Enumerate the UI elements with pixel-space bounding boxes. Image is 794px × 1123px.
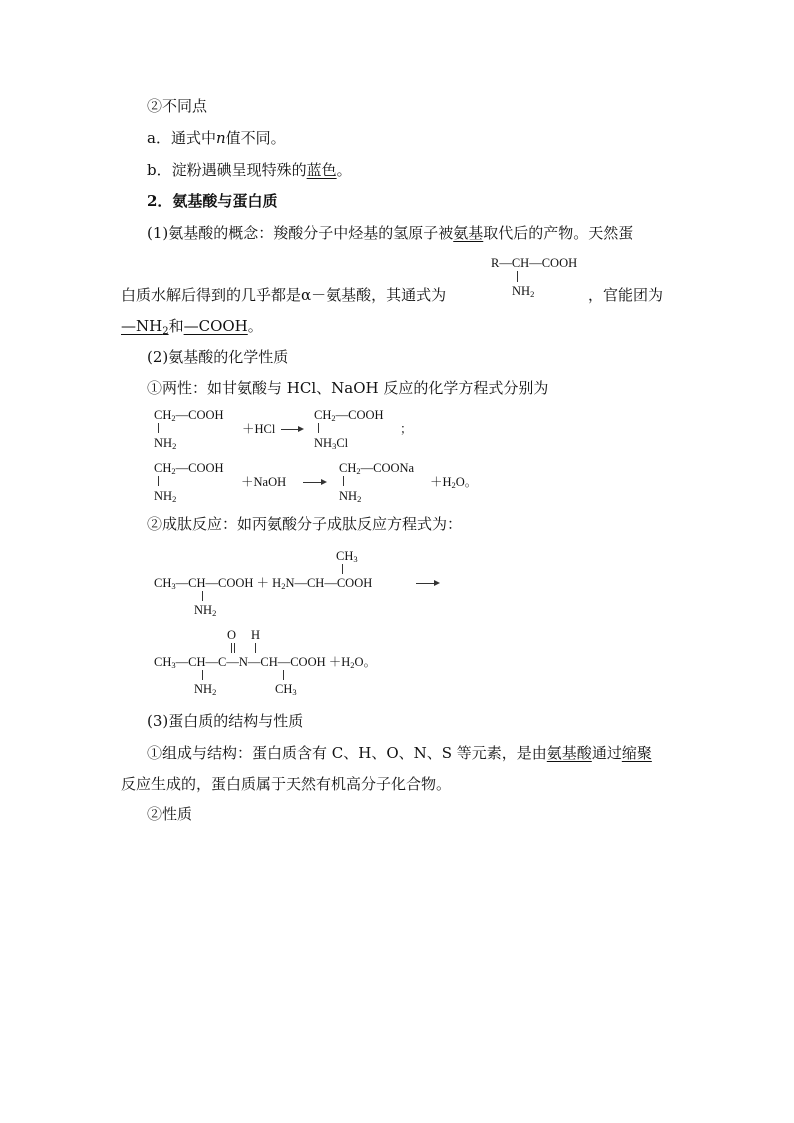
line-chemical-properties: (2)氨基酸的化学性质 <box>147 348 289 366</box>
reactant-bottom <box>154 489 176 506</box>
line-properties: ②性质 <box>147 805 193 823</box>
reaction-arrow <box>416 583 438 584</box>
line-composition <box>147 743 652 763</box>
subscript: 2 <box>171 413 176 423</box>
text-segment: ①组成与结构：蛋白质含有 C、H、O、N、S 等元素，是由 <box>147 744 547 762</box>
bond-line <box>343 476 344 486</box>
subscript: 2 <box>451 480 456 490</box>
answer-cooh: —COOH <box>183 317 248 335</box>
text-segment: NH <box>314 436 333 450</box>
line-alpha-amino-acid: 白质水解后得到的几乎都是α－氨基酸，其通式为 <box>121 286 447 304</box>
formula-amino-group <box>512 284 534 301</box>
bond-line <box>517 271 518 282</box>
line-functional-groups <box>121 316 263 342</box>
line-polymer: 反应生成的，蛋白质属于天然有机高分子化合物。 <box>121 775 452 793</box>
text-segment: —NH <box>121 317 163 335</box>
double-bond-line <box>234 643 235 653</box>
subscript: 2 <box>162 326 169 337</box>
product-top <box>314 408 384 425</box>
text-segment: ＋H <box>430 475 452 489</box>
text-segment: CH <box>339 461 357 475</box>
text-segment: 通过 <box>591 744 622 762</box>
subscript: 3 <box>292 687 297 697</box>
subscript: 2 <box>212 687 217 697</box>
amino-group <box>194 682 216 699</box>
text-segment: CH <box>154 576 172 590</box>
answer-blue: 蓝色 <box>306 161 337 179</box>
text-segment: O。 <box>354 655 377 669</box>
text-segment: O。 <box>455 475 478 489</box>
reaction-arrow <box>303 482 325 483</box>
subscript: 2 <box>350 660 355 670</box>
bond-line <box>342 564 343 574</box>
reactant-bottom <box>154 436 176 453</box>
bond-line <box>158 476 159 486</box>
line-peptide-reaction: ②成肽反应：如丙氨酸分子成肽反应方程式为： <box>147 515 463 533</box>
text-segment: CH <box>154 408 172 422</box>
text-segment: 和 <box>168 317 184 335</box>
formula-main-chain: R—CH—COOH <box>491 256 578 270</box>
text-segment: 。 <box>336 161 352 179</box>
subscript: 2 <box>171 466 176 476</box>
semicolon: ； <box>400 422 413 436</box>
product-bottom <box>339 489 361 506</box>
subscript: 2 <box>356 466 361 476</box>
answer-nh2 <box>121 317 169 335</box>
text-segment: —CH—C—N—CH—COOH ＋H <box>175 655 351 669</box>
product-top <box>339 461 414 478</box>
line-amino-acid-concept <box>147 223 633 243</box>
subscript: 2 <box>281 581 286 591</box>
carbonyl-oxygen: O <box>227 628 237 642</box>
variable-n: n <box>215 129 226 147</box>
text-segment: b．淀粉遇碘呈现特殊的 <box>147 161 307 179</box>
line-general-formula-n <box>147 128 286 148</box>
subscript: 3 <box>353 554 358 564</box>
text-segment: —COOH <box>335 408 384 422</box>
answer-condensation: 缩聚 <box>621 744 652 762</box>
subscript: 2 <box>331 413 336 423</box>
product-bottom <box>314 436 348 453</box>
text-segment: (1)氨基酸的概念：羧酸分子中烃基的氢原子被 <box>147 224 454 242</box>
subscript: 2 <box>530 289 535 299</box>
text-segment: CH <box>275 682 293 696</box>
text-segment: CH <box>336 549 354 563</box>
section-heading-amino-acid-protein: 2．氨基酸与蛋白质 <box>147 192 278 210</box>
subscript: 2 <box>172 494 177 504</box>
text-segment: N—CH—COOH <box>285 576 373 590</box>
text-segment: NH <box>339 489 358 503</box>
text-segment: NH <box>194 682 213 696</box>
text-segment: 值不同。 <box>225 129 286 147</box>
text-segment: NH <box>512 284 531 298</box>
line-starch-iodine <box>147 160 352 180</box>
product-water <box>430 475 477 492</box>
answer-amino-group: 氨基 <box>453 224 484 242</box>
dipeptide-chain <box>154 655 376 672</box>
text-segment: NH <box>154 436 173 450</box>
double-bond-line <box>231 643 232 653</box>
text-segment: CH <box>154 461 172 475</box>
amino-group <box>194 603 216 620</box>
text-segment: Cl <box>336 436 349 450</box>
text-segment: NH <box>194 603 213 617</box>
answer-amino-acid: 氨基酸 <box>546 744 592 762</box>
reactant-chain <box>154 576 372 593</box>
text-segment: CH <box>154 655 172 669</box>
text-segment: CH <box>314 408 332 422</box>
reaction-arrow <box>281 429 302 430</box>
text-segment: —CH—COOH ＋ H <box>175 576 282 590</box>
subscript: 3 <box>332 441 337 451</box>
text-segment: —COOH <box>175 461 224 475</box>
text-segment: NH <box>154 489 173 503</box>
methyl-top <box>336 549 358 566</box>
subscript: 3 <box>171 581 176 591</box>
line-protein-structure: (3)蛋白质的结构与性质 <box>147 712 304 730</box>
reagent-hcl: ＋HCl <box>242 422 276 436</box>
text-segment: 取代后的产物。天然蛋 <box>483 224 634 242</box>
line-functional-group-label: ，官能团为 <box>588 286 664 304</box>
text-segment: 。 <box>247 317 263 335</box>
reactant-top <box>154 408 224 425</box>
bond-line <box>255 643 256 653</box>
bond-line <box>202 591 203 601</box>
reactant-top <box>154 461 224 478</box>
text-segment: a．通式中 <box>147 129 216 147</box>
line-amphoteric: ①两性：如甘氨酸与 HCl、NaOH 反应的化学方程式分别为 <box>147 379 549 397</box>
subscript: 2 <box>172 441 177 451</box>
text-segment: —COOH <box>175 408 224 422</box>
bond-line <box>283 670 284 680</box>
bond-line <box>158 423 159 433</box>
subscript: 3 <box>171 660 176 670</box>
amide-hydrogen: H <box>251 628 261 642</box>
line-different-points: ②不同点 <box>147 97 208 115</box>
bond-line <box>318 423 319 433</box>
bond-line <box>202 670 203 680</box>
reagent-naoh: ＋NaOH <box>241 475 287 489</box>
subscript: 2 <box>357 494 362 504</box>
methyl-group <box>275 682 297 699</box>
subscript: 2 <box>212 608 217 618</box>
text-segment: —COONa <box>360 461 415 475</box>
